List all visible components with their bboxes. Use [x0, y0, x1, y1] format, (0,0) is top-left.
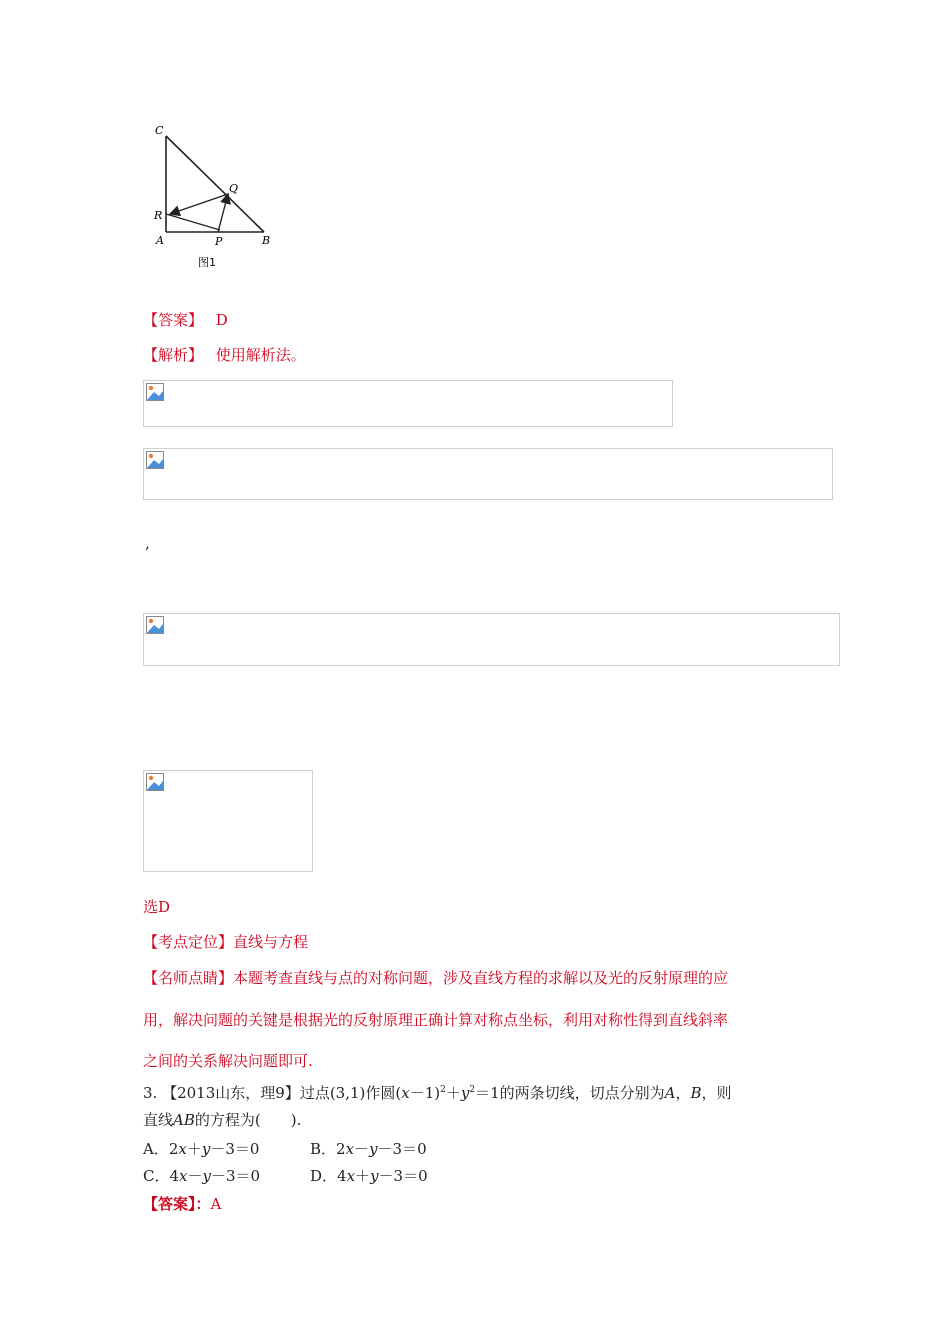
ray-rp	[166, 214, 220, 230]
option-text: A．2	[143, 1140, 179, 1158]
mingshi-line-3: 之间的关系解决问题即可.	[143, 1052, 313, 1070]
option-text: C．4	[143, 1167, 180, 1185]
answer-2-label: 【答案】	[143, 1195, 196, 1213]
figure-caption: 图1	[198, 256, 216, 269]
question-text: ，	[675, 1084, 691, 1102]
var-x: x	[346, 1167, 356, 1185]
mingshi-text-1: 本题考查直线与点的对称问题，涉及直线方程的求解以及光的反射原理的应	[233, 969, 729, 987]
analysis-line	[143, 345, 306, 365]
label-q: Q	[229, 182, 239, 195]
answer-2-line	[143, 1194, 221, 1214]
option-text: ＋	[355, 1167, 371, 1185]
option-c	[143, 1166, 260, 1186]
question-source: 【2013山东，理9】	[162, 1084, 300, 1102]
question-text: －1)	[409, 1084, 441, 1102]
option-b	[310, 1139, 427, 1159]
answer-line	[143, 310, 228, 330]
label-c: C	[155, 124, 164, 137]
ray-qr	[170, 194, 228, 214]
exponent: 2	[440, 1085, 446, 1095]
option-text: B．2	[310, 1140, 346, 1158]
label-a: A	[156, 234, 164, 247]
var-x: x	[345, 1140, 355, 1158]
option-a	[143, 1139, 259, 1159]
option-text: －3＝0	[377, 1140, 427, 1158]
mingshi-line-1	[143, 968, 728, 988]
option-d	[310, 1166, 428, 1186]
triangle-diagram	[142, 118, 274, 278]
var-y: y	[201, 1140, 211, 1158]
label-p: P	[215, 235, 223, 248]
mingshi-line-2: 用，解决问题的关键是根据光的反射原理正确计算对称点坐标，利用对称性得到直线斜率	[143, 1011, 729, 1029]
var-y: y	[202, 1167, 211, 1185]
choice-line: 选D	[143, 898, 171, 916]
question-3-line-2	[143, 1110, 301, 1130]
comma-mark: ,	[145, 534, 150, 552]
line-ab: AB	[173, 1111, 195, 1129]
answer-label: 【答案】	[143, 311, 204, 329]
formula-image-4	[143, 770, 313, 872]
ray-pq	[218, 194, 228, 232]
point-b: B	[690, 1084, 702, 1102]
option-text: －3＝0	[211, 1167, 261, 1185]
broken-image-icon	[146, 451, 164, 469]
answer-2-value: A	[210, 1195, 222, 1213]
question-text: ，则	[701, 1084, 732, 1102]
answer-2-sep: ：	[195, 1195, 211, 1213]
var-x: x	[401, 1084, 410, 1102]
var-y: y	[370, 1167, 379, 1185]
option-text: －3＝0	[378, 1167, 428, 1185]
analysis-text: 使用解析法。	[215, 346, 306, 364]
side-cb	[166, 136, 264, 232]
option-text: ＋	[186, 1140, 202, 1158]
question-text: 直线	[143, 1111, 174, 1129]
mingshi-label: 【名师点睛】	[143, 969, 234, 987]
var-y: y	[460, 1084, 470, 1102]
label-b: B	[262, 234, 271, 247]
exponent: 2	[469, 1085, 476, 1095]
point-a: A	[664, 1084, 676, 1102]
analysis-label: 【解析】	[143, 346, 204, 364]
option-text: D．4	[310, 1167, 347, 1185]
kaodian-line	[143, 932, 308, 952]
broken-image-icon	[146, 773, 164, 791]
kaodian-text: 直线与方程	[233, 933, 309, 951]
option-text: －3＝0	[210, 1140, 260, 1158]
question-text: 过点(3,1)作圆(	[299, 1084, 402, 1102]
answer-value: D	[215, 311, 228, 329]
var-y: y	[369, 1140, 378, 1158]
option-text: －	[187, 1167, 203, 1185]
question-number: 3.	[143, 1084, 158, 1102]
question-text: 的方程为( ).	[194, 1111, 302, 1129]
broken-image-icon	[146, 383, 164, 401]
figure-1	[142, 118, 274, 278]
broken-image-icon	[146, 616, 164, 634]
formula-image-1	[143, 380, 673, 427]
question-text: ＝1的两条切线，切点分别为	[475, 1084, 665, 1102]
question-3-line-1	[143, 1083, 732, 1103]
var-x: x	[179, 1167, 188, 1185]
label-r: R	[154, 209, 163, 222]
option-text: －	[354, 1140, 370, 1158]
formula-image-3	[143, 613, 840, 666]
formula-image-2	[143, 448, 833, 500]
question-text: ＋	[445, 1084, 461, 1102]
kaodian-label: 【考点定位】	[143, 933, 234, 951]
var-x: x	[178, 1140, 187, 1158]
